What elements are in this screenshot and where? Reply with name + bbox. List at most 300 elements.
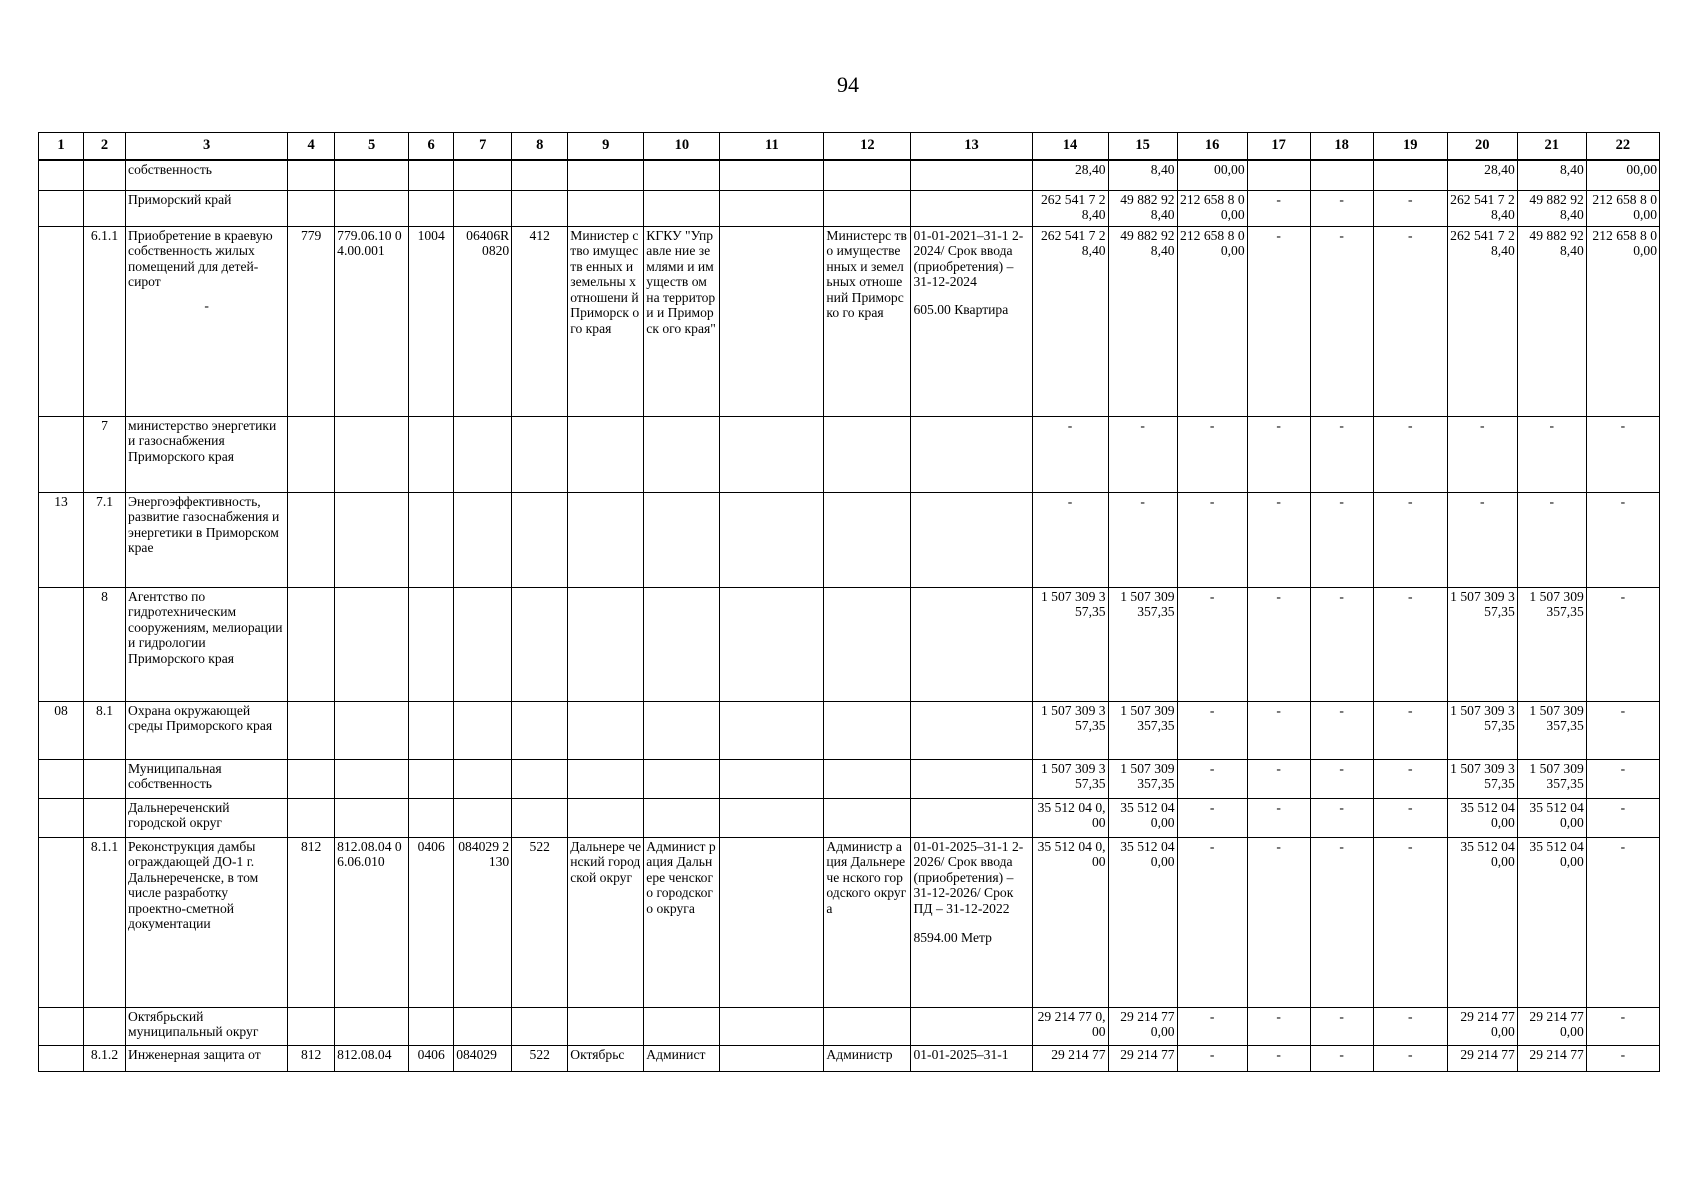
cell <box>824 587 911 701</box>
col-header: 7 <box>454 133 512 161</box>
table-row <box>39 190 1660 226</box>
cell: 212 658 8 00,00 <box>1177 190 1247 226</box>
cell <box>84 1007 126 1045</box>
cell <box>568 1007 644 1045</box>
cell: 522 <box>512 837 568 1007</box>
cell <box>512 587 568 701</box>
cell: - <box>1310 492 1373 587</box>
cell: 812.08.04 06.06.010 <box>335 837 409 1007</box>
table-row <box>39 837 1660 1007</box>
cell: 35 512 04 0,00 <box>1517 837 1586 1007</box>
cell: - <box>1517 416 1586 492</box>
cell: - <box>1310 226 1373 416</box>
cell: 49 882 92 8,40 <box>1108 190 1177 226</box>
cell: 812.08.04 <box>335 1045 409 1071</box>
col-header: 13 <box>911 133 1032 161</box>
cell <box>409 701 454 759</box>
cell: Администр <box>824 1045 911 1071</box>
cell: Реконструкция дамбы ограждающей ДО-1 г. Дальнереченске, в том числе разработку проектно-сметной документации <box>126 837 288 1007</box>
cell <box>720 160 824 190</box>
cell <box>335 492 409 587</box>
cell <box>568 492 644 587</box>
cell-text: Приобретение в краевую собственность жилых помещений для детей-сирот <box>128 227 273 290</box>
table-row <box>39 798 1660 837</box>
cell: 779.06.10 04.00.001 <box>335 226 409 416</box>
cell <box>824 416 911 492</box>
cell: 812 <box>288 837 335 1007</box>
cell: Администр ация Дальнерече нского городского округа <box>824 837 911 1007</box>
cell: 1 507 309 357,35 <box>1517 759 1586 798</box>
cell: - <box>1247 492 1310 587</box>
cell: 084029 <box>454 1045 512 1071</box>
cell: - <box>1310 1007 1373 1045</box>
cell: - <box>1373 759 1447 798</box>
cell <box>454 759 512 798</box>
cell <box>288 1007 335 1045</box>
cell: - <box>1373 1007 1447 1045</box>
cell <box>409 190 454 226</box>
cell: 6.1.1 <box>84 226 126 416</box>
cell <box>409 160 454 190</box>
cell: - <box>1247 759 1310 798</box>
cell: - <box>1447 492 1517 587</box>
cell: 7.1 <box>84 492 126 587</box>
cell <box>720 587 824 701</box>
cell: Инженерная защита от <box>126 1045 288 1071</box>
cell: 35 512 04 0,00 <box>1032 798 1108 837</box>
cell: 1 507 309 357,35 <box>1032 701 1108 759</box>
cell: 262 541 7 28,40 <box>1032 190 1108 226</box>
cell <box>409 587 454 701</box>
cell: - <box>1586 798 1659 837</box>
cell-text: 605.00 Квартира <box>913 301 1009 317</box>
cell: - <box>1373 492 1447 587</box>
col-header: 3 <box>126 133 288 161</box>
cell: 00,00 <box>1586 160 1659 190</box>
cell <box>512 701 568 759</box>
cell: Дальнереченский городской округ <box>126 798 288 837</box>
cell: - <box>1373 190 1447 226</box>
cell: 262 541 7 28,40 <box>1447 190 1517 226</box>
cell-text: - <box>204 297 209 313</box>
col-header: 4 <box>288 133 335 161</box>
header-row <box>39 133 1660 161</box>
cell: - <box>1032 416 1108 492</box>
cell: 35 512 04 0,00 <box>1517 798 1586 837</box>
cell <box>288 416 335 492</box>
cell: 35 512 04 0,00 <box>1108 798 1177 837</box>
cell: 06406R 0820 <box>454 226 512 416</box>
cell: собственность <box>126 160 288 190</box>
col-header: 17 <box>1247 133 1310 161</box>
cell: 13 <box>39 492 84 587</box>
cell: 212 658 8 00,00 <box>1586 190 1659 226</box>
table-row <box>39 587 1660 701</box>
cell: 1 507 309 357,35 <box>1108 587 1177 701</box>
table-row <box>39 160 1660 190</box>
cell: 1 507 309 357,35 <box>1517 587 1586 701</box>
cell: - <box>1177 492 1247 587</box>
cell: 1 507 309 357,35 <box>1108 701 1177 759</box>
cell: - <box>1310 837 1373 1007</box>
cell: - <box>1177 1007 1247 1045</box>
cell <box>335 416 409 492</box>
cell: - <box>1517 492 1586 587</box>
cell <box>512 160 568 190</box>
cell-text: 8594.00 Метр <box>913 930 992 946</box>
cell <box>335 759 409 798</box>
cell: - <box>1586 1007 1659 1045</box>
cell <box>720 1007 824 1045</box>
cell: 29 214 77 <box>1032 1045 1108 1071</box>
col-header: 9 <box>568 133 644 161</box>
cell: - <box>1177 759 1247 798</box>
cell: 1 507 309 357,35 <box>1447 701 1517 759</box>
cell: 1 507 309 357,35 <box>1517 701 1586 759</box>
cell: 35 512 04 0,00 <box>1447 837 1517 1007</box>
table-row <box>39 759 1660 798</box>
cell <box>454 587 512 701</box>
cell <box>454 190 512 226</box>
cell: 412 <box>512 226 568 416</box>
cell: - <box>1373 837 1447 1007</box>
cell: 812 <box>288 1045 335 1071</box>
cell <box>288 701 335 759</box>
cell: - <box>1586 837 1659 1007</box>
cell <box>720 837 824 1007</box>
cell: - <box>1373 226 1447 416</box>
cell <box>39 226 84 416</box>
cell: Админист рация Дальнере ченского городског о округа <box>644 837 720 1007</box>
cell: 1 507 309 357,35 <box>1447 759 1517 798</box>
cell <box>824 1007 911 1045</box>
cell <box>824 492 911 587</box>
cell: 084029 2130 <box>454 837 512 1007</box>
cell: - <box>1177 1045 1247 1071</box>
cell <box>288 190 335 226</box>
cell <box>39 1045 84 1071</box>
cell <box>409 1007 454 1045</box>
cell: 29 214 77 0,00 <box>1108 1007 1177 1045</box>
cell <box>720 759 824 798</box>
cell <box>454 160 512 190</box>
cell: - <box>1310 759 1373 798</box>
cell <box>911 759 1032 798</box>
cell <box>568 190 644 226</box>
cell: 29 214 77 <box>1108 1045 1177 1071</box>
cell <box>644 190 720 226</box>
cell <box>335 587 409 701</box>
table-row <box>39 226 1660 416</box>
col-header: 12 <box>824 133 911 161</box>
col-header: 14 <box>1032 133 1108 161</box>
cell <box>512 1007 568 1045</box>
cell <box>512 492 568 587</box>
cell <box>568 701 644 759</box>
cell <box>824 160 911 190</box>
cell: - <box>1373 416 1447 492</box>
cell: 212 658 8 00,00 <box>1586 226 1659 416</box>
cell <box>568 416 644 492</box>
table-row <box>39 492 1660 587</box>
cell: 29 214 77 <box>1447 1045 1517 1071</box>
cell: 1 507 309 357,35 <box>1447 587 1517 701</box>
col-header: 18 <box>1310 133 1373 161</box>
cell: 0406 <box>409 1045 454 1071</box>
cell: 8,40 <box>1517 160 1586 190</box>
cell <box>644 416 720 492</box>
col-header: 5 <box>335 133 409 161</box>
cell: - <box>1310 190 1373 226</box>
cell <box>1247 160 1310 190</box>
cell <box>454 416 512 492</box>
cell <box>720 226 824 416</box>
cell: 35 512 04 0,00 <box>1108 837 1177 1007</box>
cell <box>512 759 568 798</box>
cell <box>911 226 1032 416</box>
cell <box>911 587 1032 701</box>
page-number: 94 <box>837 72 859 97</box>
table-row <box>39 1045 1660 1071</box>
col-header: 21 <box>1517 133 1586 161</box>
cell: - <box>1447 416 1517 492</box>
cell <box>288 759 335 798</box>
cell <box>39 160 84 190</box>
cell <box>409 798 454 837</box>
cell <box>512 798 568 837</box>
cell <box>84 190 126 226</box>
cell: - <box>1247 190 1310 226</box>
cell: - <box>1247 837 1310 1007</box>
cell: 08 <box>39 701 84 759</box>
cell: - <box>1586 759 1659 798</box>
cell: - <box>1373 701 1447 759</box>
cell <box>1310 160 1373 190</box>
cell <box>720 701 824 759</box>
cell: - <box>1586 1045 1659 1071</box>
cell: - <box>1247 1045 1310 1071</box>
cell: 262 541 7 28,40 <box>1032 226 1108 416</box>
cell: 8.1 <box>84 701 126 759</box>
cell <box>568 160 644 190</box>
cell <box>911 798 1032 837</box>
cell: - <box>1310 587 1373 701</box>
cell <box>512 190 568 226</box>
cell <box>720 798 824 837</box>
cell <box>84 759 126 798</box>
col-header: 19 <box>1373 133 1447 161</box>
cell: - <box>1177 587 1247 701</box>
cell: Октябрьс <box>568 1045 644 1071</box>
cell: Октябрьский муниципальный округ <box>126 1007 288 1045</box>
col-header: 10 <box>644 133 720 161</box>
cell: - <box>1310 798 1373 837</box>
cell: 8.1.1 <box>84 837 126 1007</box>
col-header: 11 <box>720 133 824 161</box>
cell: Охрана окружающей среды Приморского края <box>126 701 288 759</box>
cell: 29 214 77 0,00 <box>1517 1007 1586 1045</box>
cell: Приморский край <box>126 190 288 226</box>
cell <box>39 416 84 492</box>
cell: 49 882 92 8,40 <box>1517 226 1586 416</box>
cell <box>454 492 512 587</box>
cell: 49 882 92 8,40 <box>1517 190 1586 226</box>
cell <box>126 226 288 416</box>
cell <box>824 701 911 759</box>
cell <box>335 1007 409 1045</box>
cell <box>288 587 335 701</box>
cell: 212 658 8 00,00 <box>1177 226 1247 416</box>
col-header: 1 <box>39 133 84 161</box>
cell <box>335 190 409 226</box>
cell: - <box>1032 492 1108 587</box>
cell <box>720 1045 824 1071</box>
cell <box>644 798 720 837</box>
cell <box>644 759 720 798</box>
cell: - <box>1586 416 1659 492</box>
col-header: 8 <box>512 133 568 161</box>
cell: - <box>1177 416 1247 492</box>
cell <box>911 1007 1032 1045</box>
cell <box>644 587 720 701</box>
cell: - <box>1247 587 1310 701</box>
cell <box>824 190 911 226</box>
cell: Министер ство имуществ енных и земельны х отношени й Приморск ого края <box>568 226 644 416</box>
cell: 8.1.2 <box>84 1045 126 1071</box>
table-row <box>39 1007 1660 1045</box>
cell: - <box>1108 416 1177 492</box>
cell: - <box>1310 1045 1373 1071</box>
cell <box>39 1007 84 1045</box>
cell: - <box>1247 1007 1310 1045</box>
cell: 29 214 77 0,00 <box>1447 1007 1517 1045</box>
col-header: 20 <box>1447 133 1517 161</box>
cell <box>39 759 84 798</box>
cell <box>824 759 911 798</box>
cell: - <box>1177 701 1247 759</box>
cell-text: 01-01-2021–31-1 2-2024/ Срок ввода (приобретения) – 31-12-2024 <box>913 227 1024 290</box>
cell <box>409 416 454 492</box>
cell: - <box>1373 798 1447 837</box>
cell: 0406 <box>409 837 454 1007</box>
cell <box>454 701 512 759</box>
cell <box>454 798 512 837</box>
cell <box>644 701 720 759</box>
cell: - <box>1586 701 1659 759</box>
cell <box>720 416 824 492</box>
cell <box>39 837 84 1007</box>
cell <box>824 798 911 837</box>
cell <box>644 160 720 190</box>
cell: 522 <box>512 1045 568 1071</box>
cell: - <box>1310 416 1373 492</box>
col-header: 22 <box>1586 133 1659 161</box>
register-table <box>38 132 1660 1072</box>
cell <box>288 492 335 587</box>
cell: - <box>1247 701 1310 759</box>
cell <box>84 160 126 190</box>
col-header: 2 <box>84 133 126 161</box>
cell: Энергоэффективность, развитие газоснабжения и энергетики в Приморском крае <box>126 492 288 587</box>
cell <box>288 798 335 837</box>
cell: - <box>1247 798 1310 837</box>
cell <box>911 701 1032 759</box>
cell <box>568 759 644 798</box>
cell: - <box>1586 587 1659 701</box>
cell <box>84 798 126 837</box>
cell: - <box>1108 492 1177 587</box>
cell <box>720 492 824 587</box>
cell: - <box>1177 837 1247 1007</box>
cell: 262 541 7 28,40 <box>1447 226 1517 416</box>
cell <box>911 837 1032 1007</box>
cell <box>644 492 720 587</box>
cell: 1 507 309 357,35 <box>1032 587 1108 701</box>
cell-text: 01-01-2025–31-1 2-2026/ Срок ввода (приобретения) – 31-12-2026/ Срок ПД – 31-12-2022 <box>913 838 1024 916</box>
cell: 1 507 309 357,35 <box>1108 759 1177 798</box>
cell: Агентство по гидротехническим сооружениям, мелиорации и гидрологии Приморского края <box>126 587 288 701</box>
cell: 35 512 04 0,00 <box>1032 837 1108 1007</box>
cell <box>911 190 1032 226</box>
col-header: 6 <box>409 133 454 161</box>
cell: 1 507 309 357,35 <box>1032 759 1108 798</box>
cell <box>911 492 1032 587</box>
cell <box>454 1007 512 1045</box>
cell <box>1373 160 1447 190</box>
cell: 8,40 <box>1108 160 1177 190</box>
cell: 01-01-2025–31-1 <box>911 1045 1032 1071</box>
cell <box>39 587 84 701</box>
cell <box>409 492 454 587</box>
cell: 8 <box>84 587 126 701</box>
cell: 28,40 <box>1447 160 1517 190</box>
cell: 29 214 77 <box>1517 1045 1586 1071</box>
cell: 7 <box>84 416 126 492</box>
cell <box>39 798 84 837</box>
col-header: 15 <box>1108 133 1177 161</box>
cell: - <box>1247 416 1310 492</box>
cell: - <box>1310 701 1373 759</box>
cell: Муниципальная собственность <box>126 759 288 798</box>
cell: - <box>1373 587 1447 701</box>
cell: 35 512 04 0,00 <box>1447 798 1517 837</box>
cell <box>512 416 568 492</box>
col-header: 16 <box>1177 133 1247 161</box>
cell <box>39 190 84 226</box>
cell: Министерс тво имуществе нных и земельных отношений Приморско го края <box>824 226 911 416</box>
cell: 00,00 <box>1177 160 1247 190</box>
cell <box>568 798 644 837</box>
cell: - <box>1586 492 1659 587</box>
table-row <box>39 701 1660 759</box>
cell <box>335 798 409 837</box>
table-row <box>39 416 1660 492</box>
cell: Дальнере ченский городской округ <box>568 837 644 1007</box>
cell <box>644 1007 720 1045</box>
cell <box>568 587 644 701</box>
cell <box>720 190 824 226</box>
cell <box>911 416 1032 492</box>
cell: КГКУ "Управле ние землями и имуществ ом на территори и Приморск ого края" <box>644 226 720 416</box>
cell <box>409 759 454 798</box>
cell: 1004 <box>409 226 454 416</box>
cell: - <box>1177 798 1247 837</box>
cell: министерство энергетики и газоснабжения Приморского края <box>126 416 288 492</box>
cell: - <box>1373 1045 1447 1071</box>
cell: Админист <box>644 1045 720 1071</box>
cell: 49 882 92 8,40 <box>1108 226 1177 416</box>
cell <box>335 160 409 190</box>
